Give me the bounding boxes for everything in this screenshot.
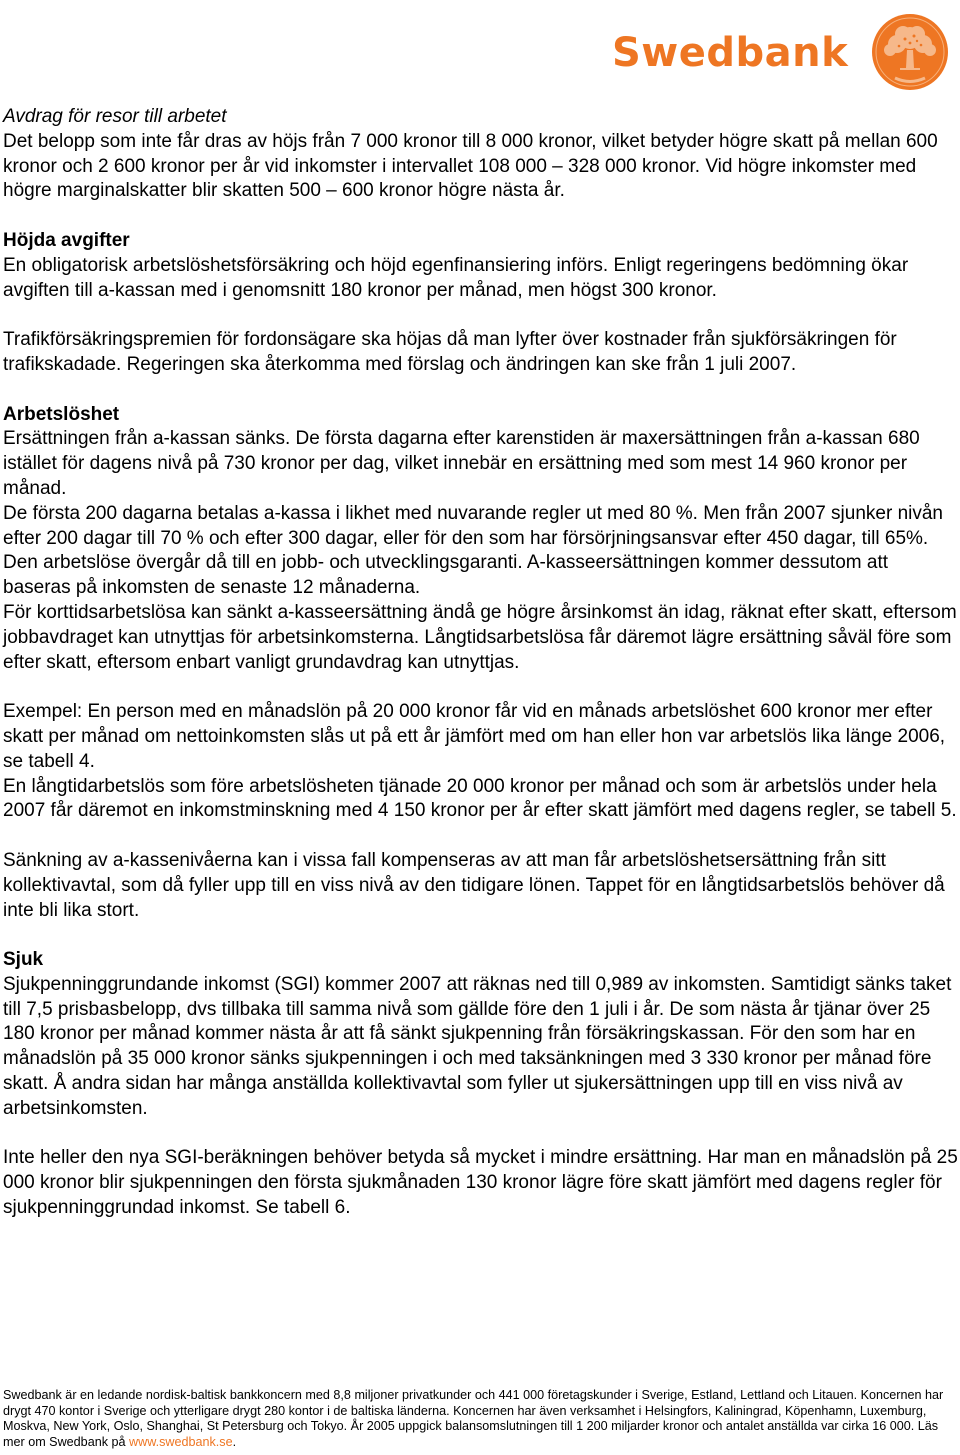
- paragraph: Det belopp som inte får dras av höjs från 7 000 kronor till 8 000 kronor, vilket betyder högre skatt på mellan 600 kronor och 2 600 kronor per år vid inkomster i intervallet 108 000 – 328 000 kronor. Vid högre inkomster med högre marginalskatter blir skatten 500 – 600 kronor högre nästa år.: [3, 130, 938, 202]
- oak-tree-seal-icon: [870, 12, 950, 92]
- paragraph: Ersättningen från a-kassan sänks. De första dagarna efter karenstiden är maxersättningen från a-kassan 680 istället för dagens nivå på 730 kronor per dag, vilket innebär en ersättning med som mest 14 960 kronor per månad.: [3, 428, 920, 499]
- footer-disclaimer: [3, 1388, 958, 1450]
- section-heading-fees: Höjda avgifter: [3, 229, 130, 251]
- swedbank-logo: [608, 10, 950, 90]
- paragraph: För korttidsarbetslösa kan sänkt a-kasseersättning ändå ge högre årsinkomst än idag, räknat efter skatt, eftersom jobbavdraget kan utnyttjas för arbetsinkomsterna. Långtidsarbetslösa får däremot lägre ersättning såväl före som efter skatt, eftersom enbart vanligt grundavdrag kan utnyttjas.: [3, 601, 957, 673]
- swedbank-website-link[interactable]: www.swedbank.se: [129, 1434, 233, 1449]
- section-heading-sick: Sjuk: [3, 949, 44, 971]
- paragraph: Exempel: En person med en månadslön på 20 000 kronor får vid en månads arbetslöshet 600 kronor mer efter skatt per månad om nettoinkomsten slås ut på ett år jämfört med om han eller hon var arbetslös lika länge 2006, se tabell 4.: [3, 701, 946, 772]
- paragraph: Inte heller den nya SGI-beräkningen behöver betyda så mycket i mindre ersättning. Har man en månadslön på 25 000 kronor blir sjukpenningen den första sjukmånaden 130 kronor lägre före skatt jämfört med dagens regler för sjukpenninggrundad inkomst. Se tabell 6.: [3, 1147, 958, 1219]
- paragraph: De första 200 dagarna betalas a-kassa i likhet med nuvarande regler ut med 80 %. Men från 2007 sjunker nivån efter 200 dagar till 70 % och efter 300 dagar, eller för den som har försörjningsansvar efter 450 dagar, till 65%. Den arbetslöse övergår då till en jobb- och utvecklingsgaranti. A-kasseersättningen kommer dessutom att baseras på inkomsten de senaste 12 månaderna.: [3, 502, 943, 599]
- paragraph: En obligatorisk arbetslöshetsförsäkring och höjd egenfinansiering införs. Enligt regeringens bedömning ökar avgiften till a-kassan med i genomsnitt 180 kronor per månad, men högst 300 kronor.: [3, 254, 909, 301]
- paragraph: Trafikförsäkringspremien för fordonsägare ska höjas då man lyfter över kostnader från sjukförsäkringen för trafikskadade. Regeringen ska återkomma med förslag och ändringen kan ske från 1 juli 2007.: [3, 329, 897, 375]
- section-heading-unemployment: Arbetslöshet: [3, 403, 120, 425]
- paragraph: Sänkning av a-kassenivåerna kan i vissa fall kompenseras av att man får arbetslöshetsersättning från sitt kollektivavtal, som då fyller upp till en viss nivå av den tidigare lönen. Tappet för en långtidsarbetslös behöver då inte bli lika stort.: [3, 849, 945, 921]
- footer-end: .: [232, 1434, 237, 1449]
- paragraph: Sjukpenninggrundande inkomst (SGI) kommer 2007 att räknas ned till 0,989 av inkomsten. Samtidigt sänks taket till 7,5 prisbasbelopp, dvs tillbaka till samma nivå som gällde före den 1 juli i år. De som nästa år tjänar över 25 180 kronor per månad kommer nästa år att få sänkt sjukpenning från försäkringskassan. För den som har en månadslön på 35 000 kronor sänks sjukpenningen i och med taksänkningen med 3 330 kronor per månad före skatt. Å andra sidan har många anställda kollektivavtal som fyller ut sjukersättningen upp till en viss nivå av arbetsinkomsten.: [3, 973, 952, 1119]
- section-heading-travel: Avdrag för resor till arbetet: [3, 106, 227, 127]
- paragraph: En långtidarbetslös som före arbetslösheten tjänade 20 000 kronor per månad och som är arbetslös under hela 2007 får däremot en inkomstminskning med 4 150 kronor per år efter skatt jämfört med dagens regler, se tabell 5.: [3, 775, 957, 822]
- document-body: [3, 105, 959, 1221]
- footer-text: Swedbank är en ledande nordisk-baltisk bankkoncern med 8,8 miljoner privatkunder och 441 000 företagskunder i Sverige, Estland, Lettland och Litauen. Koncernen har drygt 470 kontor i Sverige och ytterligare drygt 280 kontor i de baltiska länderna. Koncernen har även verksamhet i Helsingfors, Kaliningrad, Köpenhamn, Luxemburg, Moskva, New York, Oslo, Shanghai, St Petersburg och Tokyo. År 2005 uppgick balansomslutningen till 1 200 miljarder kronor och antalet anställda var cirka 16 000. Läs mer om Swedbank på: [3, 1388, 944, 1449]
- logo-wordmark: Swedbank: [612, 30, 849, 76]
